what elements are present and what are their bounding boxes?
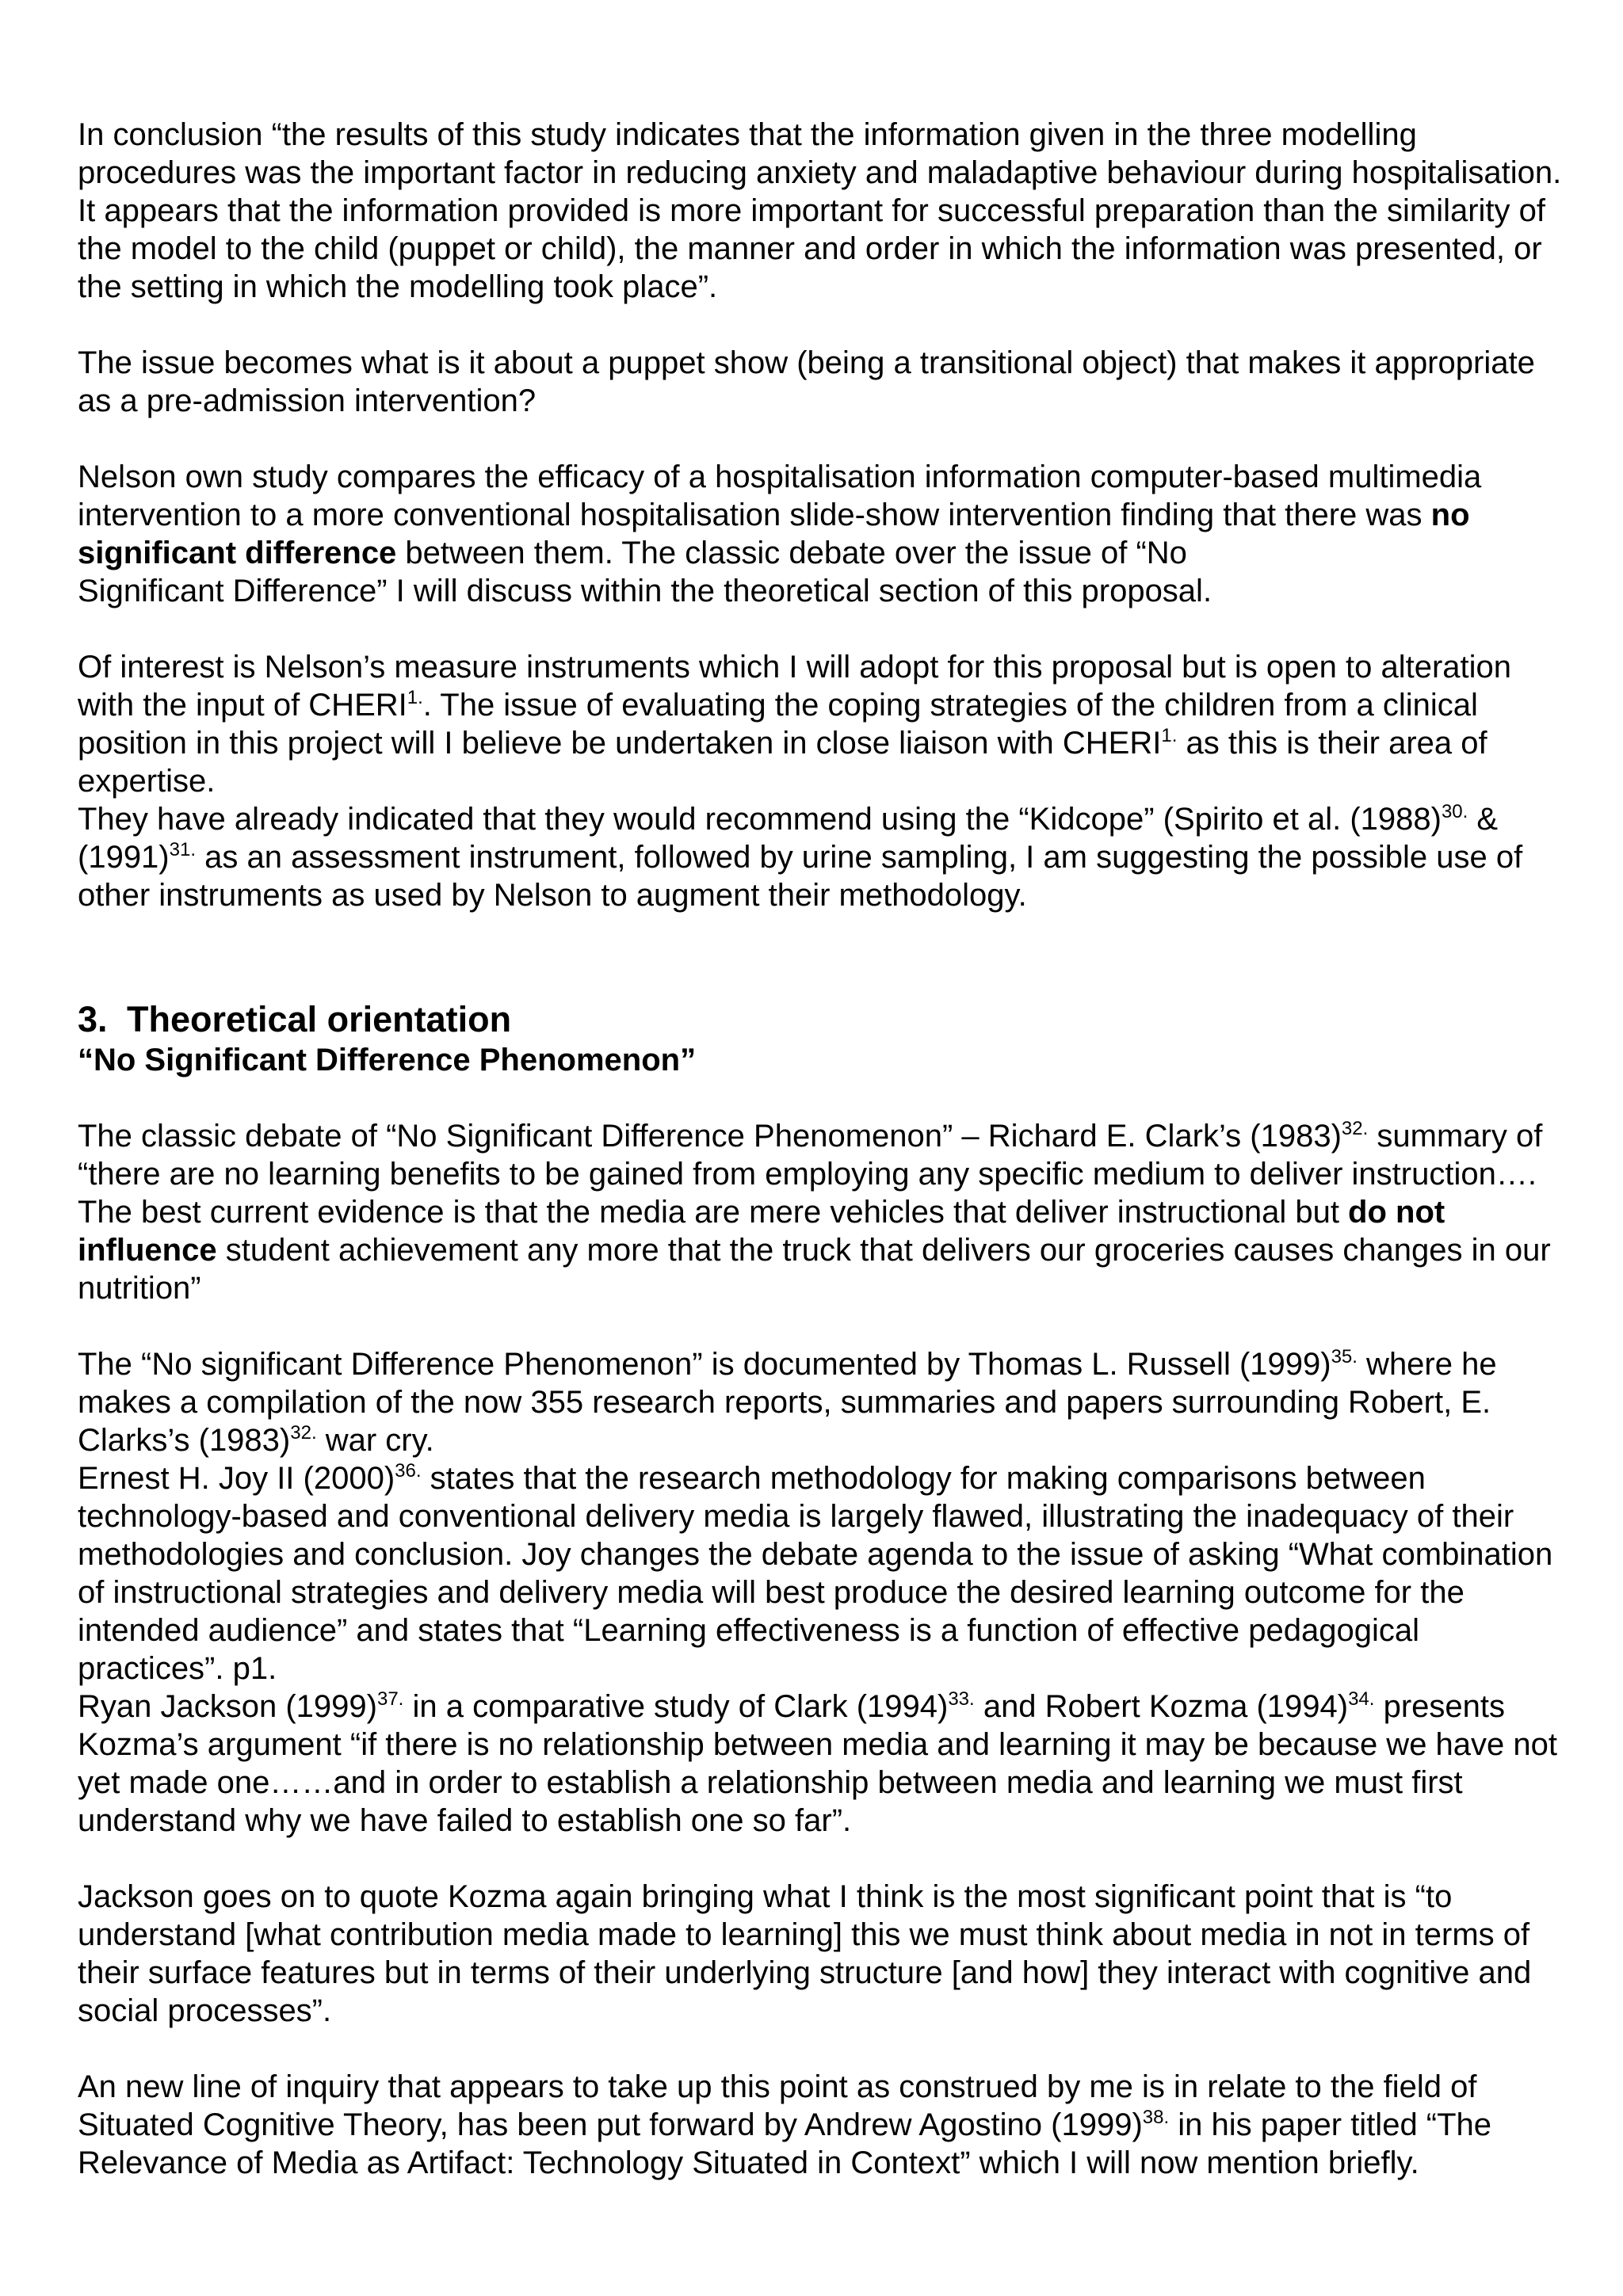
footnote-ref: 31. [169, 839, 196, 860]
section-title: Theoretical orientation [127, 999, 512, 1039]
text-run: student achievement any more that the truck that delivers our groceries causes changes in our nutrition” [78, 1233, 1551, 1306]
footnote-ref: 36. [395, 1460, 422, 1482]
paragraph-joy [78, 1459, 1568, 1688]
section-subtitle: “No Significant Difference Phenomenon” [78, 1043, 697, 1077]
text-run: between them. The classic debate over the issue of “No [396, 536, 1187, 570]
footnote-ref: 30. [1441, 801, 1468, 822]
text-run: The “No significant Difference Phenomenon” is documented by Thomas L. Russell (1999) [78, 1347, 1331, 1382]
paragraph-puppet-issue: The issue becomes what is it about a puppet show (being a transitional object) that makes it appropriate as a pre-admission intervention? [78, 345, 1535, 418]
paragraph-kozma-quote: Jackson goes on to quote Kozma again bringing what I think is the most significant point that is “to understand [what contribution media made to learning] this we must think about media in not in terms of their surface features but in terms of their underlying structure [and how] they interact with cognitive and social processes”. [78, 1879, 1532, 2028]
text-run: Significant Difference” I will discuss within the theoretical section of this proposal. [78, 574, 1212, 608]
text-run: . The issue of evaluating the coping strategies of the children from a clinical position in this project will I believe be undertaken in close liaison with CHERI [78, 688, 1478, 761]
footnote-ref: 38. [1142, 2107, 1170, 2128]
section-number: 3. [78, 999, 108, 1039]
text-run: states that the research methodology for making comparisons between technology-based and conventional delivery media is largely flawed, illustrating the inadequacy of their methodologies and conclusion. Joy changes the debate agenda to the issue of asking “What combination of instructional strategies and delivery media will best produce the desired learning outcome for the intended audience” and states that “Learning effectiveness is a function of effective pedagogical practices”. p1. [78, 1461, 1553, 1686]
bold-text: do not influence [78, 1195, 1445, 1268]
text-run: in a comparative study of Clark (1994) [403, 1689, 949, 1724]
paragraph-agostino [78, 2068, 1568, 2182]
text-run: where he makes a compilation of the now 355 research reports, summaries and papers surrounding Robert, E. Clarks’s (1983) [78, 1347, 1497, 1458]
footnote-ref: 1. [1161, 725, 1178, 746]
paragraph-jackson [78, 1688, 1568, 1840]
text-run: They have already indicated that they would recommend using the “Kidcope” (Spirito et al. (1988) [78, 802, 1442, 837]
paragraph-clark-debate [78, 1117, 1568, 1307]
text-run: Nelson own study compares the efficacy of a hospitalisation information computer-based multimedia intervention to a more conventional hospitalisation slide-show intervention finding that there was [78, 460, 1482, 532]
text-run: presents Kozma’s argument “if there is no relationship between media and learning it may be because we have not yet made one……and in order to establish a relationship between media and learning we must first understand why we have failed to establish one so far”. [78, 1689, 1558, 1838]
bold-text: no significant difference [78, 498, 1470, 570]
text-run: summary of “there are no learning benefits to be gained from employing any specific medium to deliver instruction…. The best current evidence is that the media are mere vehicles that deliver instructional but [78, 1119, 1543, 1230]
footnote-ref: 35. [1331, 1346, 1358, 1367]
footnote-ref: 1. [407, 687, 423, 708]
footnote-ref: 37. [376, 1688, 404, 1710]
text-run: and Robert Kozma (1994) [974, 1689, 1349, 1724]
text-run: Ernest H. Joy II (2000) [78, 1461, 395, 1496]
paragraph-conclusion: In conclusion “the results of this study indicates that the information given in the three modelling procedures was the important factor in reducing anxiety and maladaptive behaviour during hospitalisation. It appears that the information provided is more important for successful preparation than the similarity of the model to the child (puppet or child), the manner and order in which the information was presented, or the setting in which the modelling took place”. [78, 117, 1562, 304]
footnote-ref: 33. [948, 1688, 975, 1710]
paragraph-russell [78, 1345, 1568, 1459]
text-run: An new line of inquiry that appears to take up this point as construed by me is in relate to the field of Situated Cognitive Theory, has been put forward by Andrew Agostino (1999) [78, 2069, 1477, 2142]
footnote-ref: 34. [1348, 1688, 1375, 1710]
paragraph-nelson-study [78, 458, 1568, 610]
text-run: Of interest is Nelson’s measure instruments which I will adopt for this proposal but is open to alteration with the input of CHERI [78, 650, 1512, 723]
section-heading [78, 998, 1568, 1041]
paragraph-measure-instruments [78, 648, 1568, 800]
document-page [78, 116, 1568, 2182]
text-run: as an assessment instrument, followed by urine sampling, I am suggesting the possible use of other instruments as used by Nelson to augment their methodology. [78, 840, 1523, 913]
footnote-ref: 32. [290, 1422, 317, 1444]
text-run: & (1991) [78, 802, 1499, 875]
text-run: in his paper titled “The Relevance of Media as Artifact: Technology Situated in Context” which I will now mention briefly. [78, 2107, 1492, 2180]
footnote-ref: 32. [1341, 1118, 1369, 1139]
text-run: The classic debate of “No Significant Difference Phenomenon” – Richard E. Clark’s (1983) [78, 1119, 1342, 1154]
paragraph-kidcope [78, 800, 1568, 914]
text-run: Ryan Jackson (1999) [78, 1689, 377, 1724]
text-run: as this is their area of expertise. [78, 726, 1487, 799]
text-run: war cry. [316, 1423, 434, 1458]
